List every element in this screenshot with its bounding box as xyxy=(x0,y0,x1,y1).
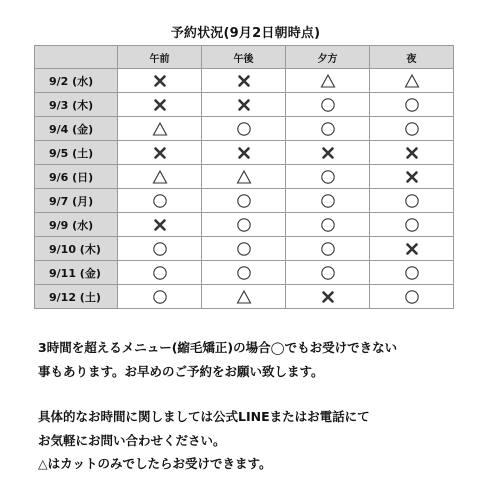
cross-mark-icon xyxy=(320,145,336,161)
slot-cell xyxy=(286,93,370,117)
row-date: 9/2 (水) xyxy=(35,69,118,93)
table-row xyxy=(35,261,454,285)
cross-mark-icon xyxy=(152,73,168,89)
circle-mark-icon xyxy=(320,121,336,137)
circle-mark-icon xyxy=(236,193,252,209)
table-row xyxy=(35,93,454,117)
triangle-mark-icon xyxy=(236,289,252,305)
row-date: 9/7 (月) xyxy=(35,189,118,213)
row-date: 9/3 (木) xyxy=(35,93,118,117)
slot-cell xyxy=(118,69,202,93)
circle-mark-icon xyxy=(404,289,420,305)
row-date: 9/10 (木) xyxy=(35,237,118,261)
circle-mark-icon xyxy=(236,265,252,281)
column-header-night: 夜 xyxy=(370,46,454,69)
slot-cell xyxy=(370,189,454,213)
triangle-mark-icon xyxy=(320,73,336,89)
circle-mark-icon xyxy=(236,217,252,233)
slot-cell xyxy=(286,69,370,93)
note-line-2: 事もあります。お早めのご予約をお願い致します。 xyxy=(38,364,324,379)
row-date: 9/11 (金) xyxy=(35,261,118,285)
slot-cell xyxy=(370,165,454,189)
slot-cell xyxy=(202,237,286,261)
slot-cell xyxy=(118,189,202,213)
table-row xyxy=(35,189,454,213)
circle-mark-icon xyxy=(320,265,336,281)
circle-mark-icon xyxy=(152,265,168,281)
circle-mark-icon xyxy=(320,241,336,257)
table-row xyxy=(35,285,454,309)
cross-mark-icon xyxy=(236,97,252,113)
cross-mark-icon xyxy=(152,97,168,113)
slot-cell xyxy=(202,117,286,141)
slot-cell xyxy=(202,141,286,165)
table-row xyxy=(35,117,454,141)
slot-cell xyxy=(370,117,454,141)
slot-cell xyxy=(118,237,202,261)
row-date: 9/5 (土) xyxy=(35,141,118,165)
column-header-afternoon: 午後 xyxy=(202,46,286,69)
slot-cell xyxy=(202,165,286,189)
slot-cell xyxy=(118,117,202,141)
triangle-mark-icon xyxy=(152,121,168,137)
slot-cell xyxy=(202,213,286,237)
slot-cell xyxy=(118,213,202,237)
slot-cell xyxy=(370,213,454,237)
slot-cell xyxy=(286,213,370,237)
triangle-mark-icon xyxy=(404,73,420,89)
availability-table xyxy=(34,45,454,309)
column-header-evening: 夕方 xyxy=(286,46,370,69)
slot-cell xyxy=(370,93,454,117)
slot-cell xyxy=(286,285,370,309)
page-title: 予約状況(9月2日朝時点) xyxy=(170,26,321,41)
cross-mark-icon xyxy=(404,145,420,161)
row-date: 9/6 (日) xyxy=(35,165,118,189)
row-date: 9/4 (金) xyxy=(35,117,118,141)
slot-cell xyxy=(370,69,454,93)
slot-cell xyxy=(370,237,454,261)
slot-cell xyxy=(118,165,202,189)
circle-mark-icon xyxy=(152,193,168,209)
column-header-morning: 午前 xyxy=(118,46,202,69)
circle-mark-icon xyxy=(404,265,420,281)
note-line-4: お気軽にお問い合わせください。 xyxy=(38,433,226,448)
circle-mark-icon xyxy=(404,217,420,233)
slot-cell xyxy=(286,117,370,141)
circle-mark-icon xyxy=(320,97,336,113)
table-header-row xyxy=(35,46,454,69)
slot-cell xyxy=(118,93,202,117)
circle-mark-icon xyxy=(320,193,336,209)
table-row xyxy=(35,69,454,93)
slot-cell xyxy=(118,261,202,285)
slot-cell xyxy=(202,69,286,93)
note-line-3: 具体的なお時間に関しましては公式LINEまたはお電話にて xyxy=(38,409,370,424)
slot-cell xyxy=(118,141,202,165)
row-date: 9/12 (土) xyxy=(35,285,118,309)
circle-mark-icon xyxy=(152,289,168,305)
slot-cell xyxy=(370,141,454,165)
table-row xyxy=(35,165,454,189)
cross-mark-icon xyxy=(404,169,420,185)
slot-cell xyxy=(286,261,370,285)
table-row xyxy=(35,141,454,165)
row-date: 9/9 (水) xyxy=(35,213,118,237)
cross-mark-icon xyxy=(152,217,168,233)
slot-cell xyxy=(286,141,370,165)
slot-cell xyxy=(286,237,370,261)
note-line-5: △はカットのみでしたらお受けできます。 xyxy=(38,456,272,471)
circle-mark-icon xyxy=(236,121,252,137)
circle-mark-icon xyxy=(404,121,420,137)
slot-cell xyxy=(370,285,454,309)
slot-cell xyxy=(202,93,286,117)
table-row xyxy=(35,237,454,261)
circle-mark-icon xyxy=(152,241,168,257)
triangle-mark-icon xyxy=(236,169,252,185)
table-body xyxy=(35,69,454,309)
cross-mark-icon xyxy=(236,73,252,89)
circle-mark-icon xyxy=(320,169,336,185)
slot-cell xyxy=(202,261,286,285)
table-corner-cell xyxy=(35,46,118,69)
cross-mark-icon xyxy=(152,145,168,161)
circle-mark-icon xyxy=(404,97,420,113)
cross-mark-icon xyxy=(236,145,252,161)
table-row xyxy=(35,213,454,237)
circle-mark-icon xyxy=(320,217,336,233)
slot-cell xyxy=(118,285,202,309)
slot-cell xyxy=(202,189,286,213)
note-line-1: 3時間を超えるメニュー(縮毛矯正)の場合◯でもお受けできない xyxy=(38,340,398,355)
slot-cell xyxy=(286,189,370,213)
circle-mark-icon xyxy=(404,193,420,209)
slot-cell xyxy=(202,285,286,309)
circle-mark-icon xyxy=(236,241,252,257)
cross-mark-icon xyxy=(404,241,420,257)
cross-mark-icon xyxy=(320,289,336,305)
slot-cell xyxy=(370,261,454,285)
triangle-mark-icon xyxy=(152,169,168,185)
slot-cell xyxy=(286,165,370,189)
